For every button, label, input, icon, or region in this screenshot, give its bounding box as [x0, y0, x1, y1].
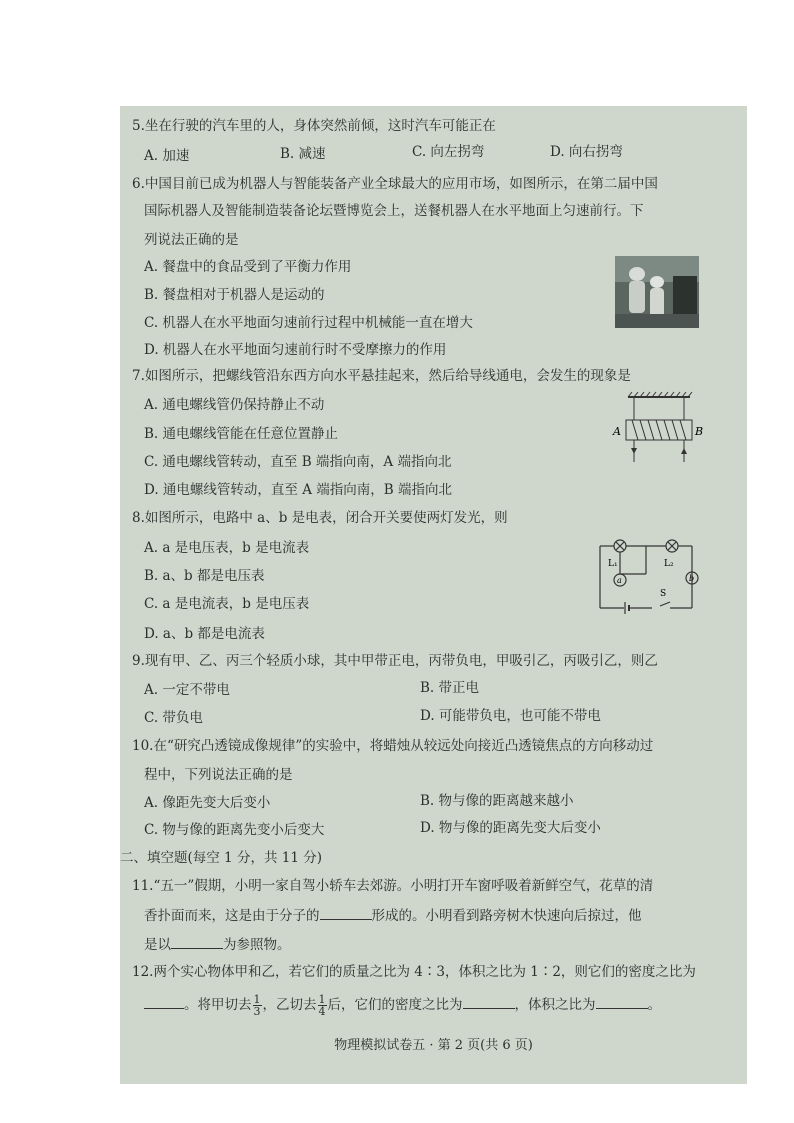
q10-option-b: B. 物与像的距离越来越小 — [420, 793, 574, 809]
q6-stem-3: 列说法正确的是 — [144, 232, 239, 248]
q5-option-d: D. 向右拐弯 — [550, 144, 623, 160]
q9-option-c: C. 带负电 — [144, 710, 203, 726]
robot-photo — [615, 256, 699, 328]
q7-option-b: B. 通电螺线管能在任意位置静止 — [144, 426, 339, 442]
q9-option-d: D. 可能带负电，也可能不带电 — [420, 708, 601, 724]
meter-label-a: a — [617, 576, 622, 585]
exam-page — [120, 106, 747, 1084]
solenoid-label-a: A — [613, 425, 621, 438]
q6-option-d: D. 机器人在水平地面匀速前行时不受摩擦力的作用 — [144, 342, 447, 358]
q12-blank-1[interactable] — [144, 996, 184, 1009]
q12-text-2c: 后，它们的密度之比为 — [327, 997, 463, 1013]
q11-text-2a: 香扑面而来，这是由于分子的 — [144, 908, 320, 924]
q9-option-b: B. 带正电 — [420, 680, 480, 696]
q5-stem: 5.坐在行驶的汽车里的人，身体突然前倾，这时汽车可能正在 — [132, 118, 496, 134]
solenoid-label-b: B — [695, 425, 704, 438]
q5-option-c: C. 向左拐弯 — [412, 144, 485, 160]
switch-label: S — [660, 589, 667, 599]
q12-text-2e: 。 — [647, 997, 661, 1013]
q12-text-2a: 。将甲切去 — [184, 997, 252, 1013]
q11-blank-1[interactable] — [320, 907, 372, 920]
q7-option-d: D. 通电螺线管转动，直至 A 端指向南，B 端指向北 — [144, 482, 452, 498]
q12-text-2b: ，乙切去 — [262, 997, 317, 1013]
circuit-diagram — [594, 534, 704, 616]
q6-stem-1: 6.中国目前已成为机器人与智能装备产业全球最大的应用市场，如图所示，在第二届中国 — [132, 176, 658, 192]
q8-option-d: D. a、b 都是电流表 — [144, 626, 265, 642]
q7-option-a: A. 通电螺线管仍保持静止不动 — [144, 397, 325, 413]
q12-blank-2[interactable] — [463, 996, 515, 1009]
q7-option-c: C. 通电螺线管转动，直至 B 端指向南，A 端指向北 — [144, 454, 452, 470]
q6-option-a: A. 餐盘中的食品受到了平衡力作用 — [144, 259, 352, 275]
q12-line-2 — [144, 994, 661, 1017]
q10-stem-1: 10.在“研究凸透镜成像规律”的实验中，将蜡烛从较远处向接近凸透镜焦点的方向移动过 — [132, 738, 654, 754]
q12-text-2d: ，体积之比为 — [514, 997, 596, 1013]
q10-option-a: A. 像距先变大后变小 — [144, 795, 271, 811]
q6-option-b: B. 餐盘相对于机器人是运动的 — [144, 287, 325, 303]
q9-stem: 9.现有甲、乙、丙三个轻质小球，其中甲带正电，丙带负电，甲吸引乙，丙吸引乙，则乙 — [132, 653, 658, 669]
q6-option-c: C. 机器人在水平地面匀速前行过程中机械能一直在增大 — [144, 315, 473, 331]
q8-option-a: A. a 是电压表，b 是电流表 — [144, 540, 310, 556]
q5-option-b: B. 减速 — [280, 146, 326, 162]
q8-stem: 8.如图所示，电路中 a、b 是电表，闭合开关要使两灯发光，则 — [132, 510, 508, 526]
q11-text-3b: 为参照物。 — [223, 937, 291, 953]
q10-stem-2: 程中，下列说法正确的是 — [144, 767, 293, 783]
solenoid-diagram — [610, 390, 706, 468]
q10-option-d: D. 物与像的距离先变大后变小 — [420, 820, 601, 836]
q11-text-2b: 形成的。小明看到路旁树木快速向后掠过，他 — [371, 908, 642, 924]
q12-fraction-2: $\frac{1}{4}$ — [318, 993, 326, 1018]
q12-line-1: 12.两个实心物体甲和乙，若它们的质量之比为 4∶3，体积之比为 1∶2，则它们的密度之比为 — [132, 964, 696, 980]
q7-stem: 7.如图所示，把螺线管沿东西方向水平悬挂起来，然后给导线通电，会发生的现象是 — [132, 368, 631, 384]
q11-text-3a: 是以 — [144, 937, 171, 953]
q11-blank-2[interactable] — [171, 936, 223, 949]
lamp-label-l1: L₁ — [608, 559, 618, 569]
q10-option-c: C. 物与像的距离先变小后变大 — [144, 822, 325, 838]
q6-stem-2: 国际机器人及智能制造装备论坛暨博览会上，送餐机器人在水平地面上匀速前行。下 — [144, 203, 644, 219]
q11-line-3 — [144, 936, 291, 953]
q8-option-c: C. a 是电流表，b 是电压表 — [144, 596, 310, 612]
q12-blank-3[interactable] — [596, 996, 648, 1009]
q8-option-b: B. a、b 都是电压表 — [144, 568, 265, 584]
meter-label-b: b — [689, 574, 695, 583]
page-footer: 物理模拟试卷五 · 第 2 页(共 6 页) — [334, 1038, 533, 1053]
q11-line-2 — [144, 907, 642, 924]
q5-option-a: A. 加速 — [144, 148, 190, 164]
section-heading: 二、填空题(每空 1 分，共 11 分) — [120, 850, 322, 866]
lamp-label-l2: L₂ — [664, 559, 674, 569]
q11-line-1: 11.“五一”假期，小明一家自驾小轿车去郊游。小明打开车窗呼吸着新鲜空气，花草的清 — [132, 878, 654, 894]
q12-fraction-1: $\frac{1}{3}$ — [253, 993, 261, 1018]
q9-option-a: A. 一定不带电 — [144, 682, 230, 698]
